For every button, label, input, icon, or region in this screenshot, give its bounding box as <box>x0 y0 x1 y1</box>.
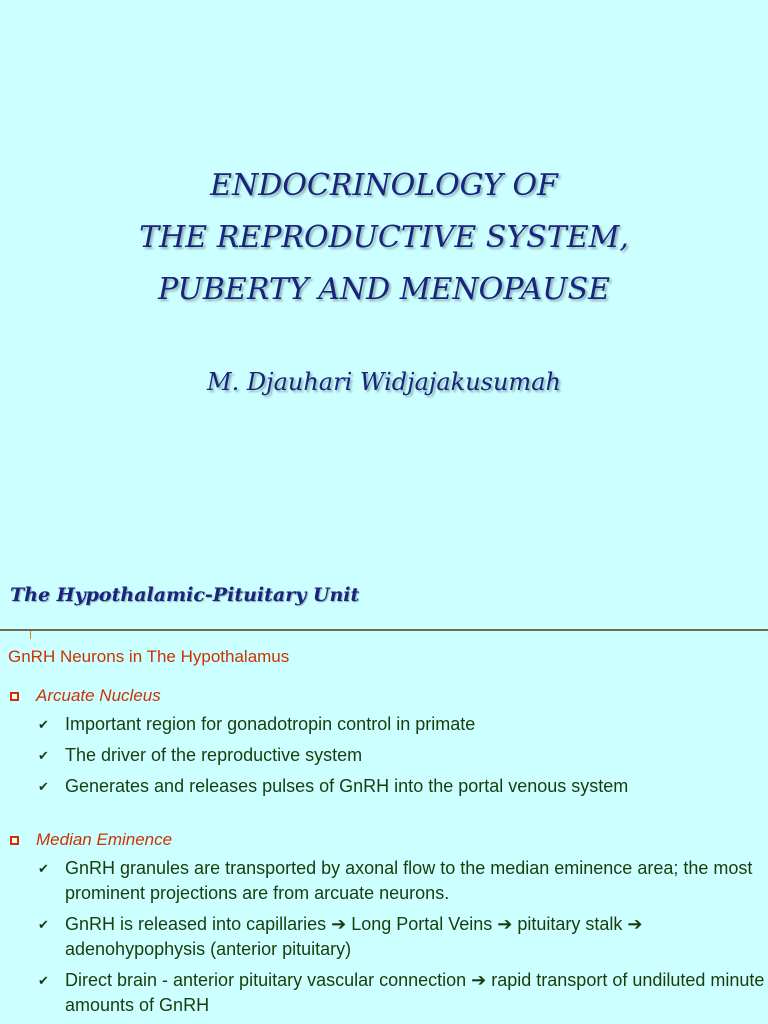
subheading: GnRH Neurons in The Hypothalamus <box>8 647 290 666</box>
content-slide <box>0 540 768 1024</box>
list-item: ✔ Important region for gonadotropin control in primate <box>28 712 765 737</box>
section-label: Arcuate Nucleus <box>36 686 161 705</box>
slide-heading: The Hypothalamic-Pituitary Unit <box>10 584 360 606</box>
square-bullet-icon <box>10 692 19 701</box>
list-item: ✔ GnRH is released into capillaries ➔ Long Portal Veins ➔ pituitary stalk ➔ adenohypophysis (anterior pituitary) <box>38 914 643 959</box>
author-name: M. Djauhari Widjajakusumah <box>207 368 561 396</box>
section-median-eminence <box>8 828 765 1024</box>
checkmark-icon: ✔ <box>38 779 49 794</box>
square-bullet-icon <box>10 836 19 845</box>
divider <box>0 629 768 631</box>
list-item: ✔ GnRH granules are transported by axonal flow to the median eminence area; the most prominent projections are from arcuate neurons. <box>38 858 753 903</box>
checkmark-icon: ✔ <box>38 973 49 988</box>
title-line: ENDOCRINOLOGY OF <box>210 168 558 203</box>
slide-title <box>0 160 768 316</box>
list-item: ✔ The driver of the reproductive system <box>28 743 765 768</box>
title-line: PUBERTY AND MENOPAUSE <box>157 272 611 307</box>
checkmark-icon: ✔ <box>38 861 49 876</box>
checkmark-icon: ✔ <box>38 917 49 932</box>
checkmark-icon: ✔ <box>38 748 49 763</box>
section-label: Median Eminence <box>36 830 173 849</box>
section-arcuate-nucleus <box>8 684 765 805</box>
divider-tick <box>30 631 31 639</box>
list-item: ✔ Generates and releases pulses of GnRH into the portal venous system <box>28 774 765 799</box>
checkmark-icon: ✔ <box>38 717 49 732</box>
title-line: THE REPRODUCTIVE SYSTEM, <box>139 220 629 255</box>
list-item: ✔ Direct brain - anterior pituitary vascular connection ➔ rapid transport of undiluted minute amounts of GnRH <box>38 970 765 1015</box>
